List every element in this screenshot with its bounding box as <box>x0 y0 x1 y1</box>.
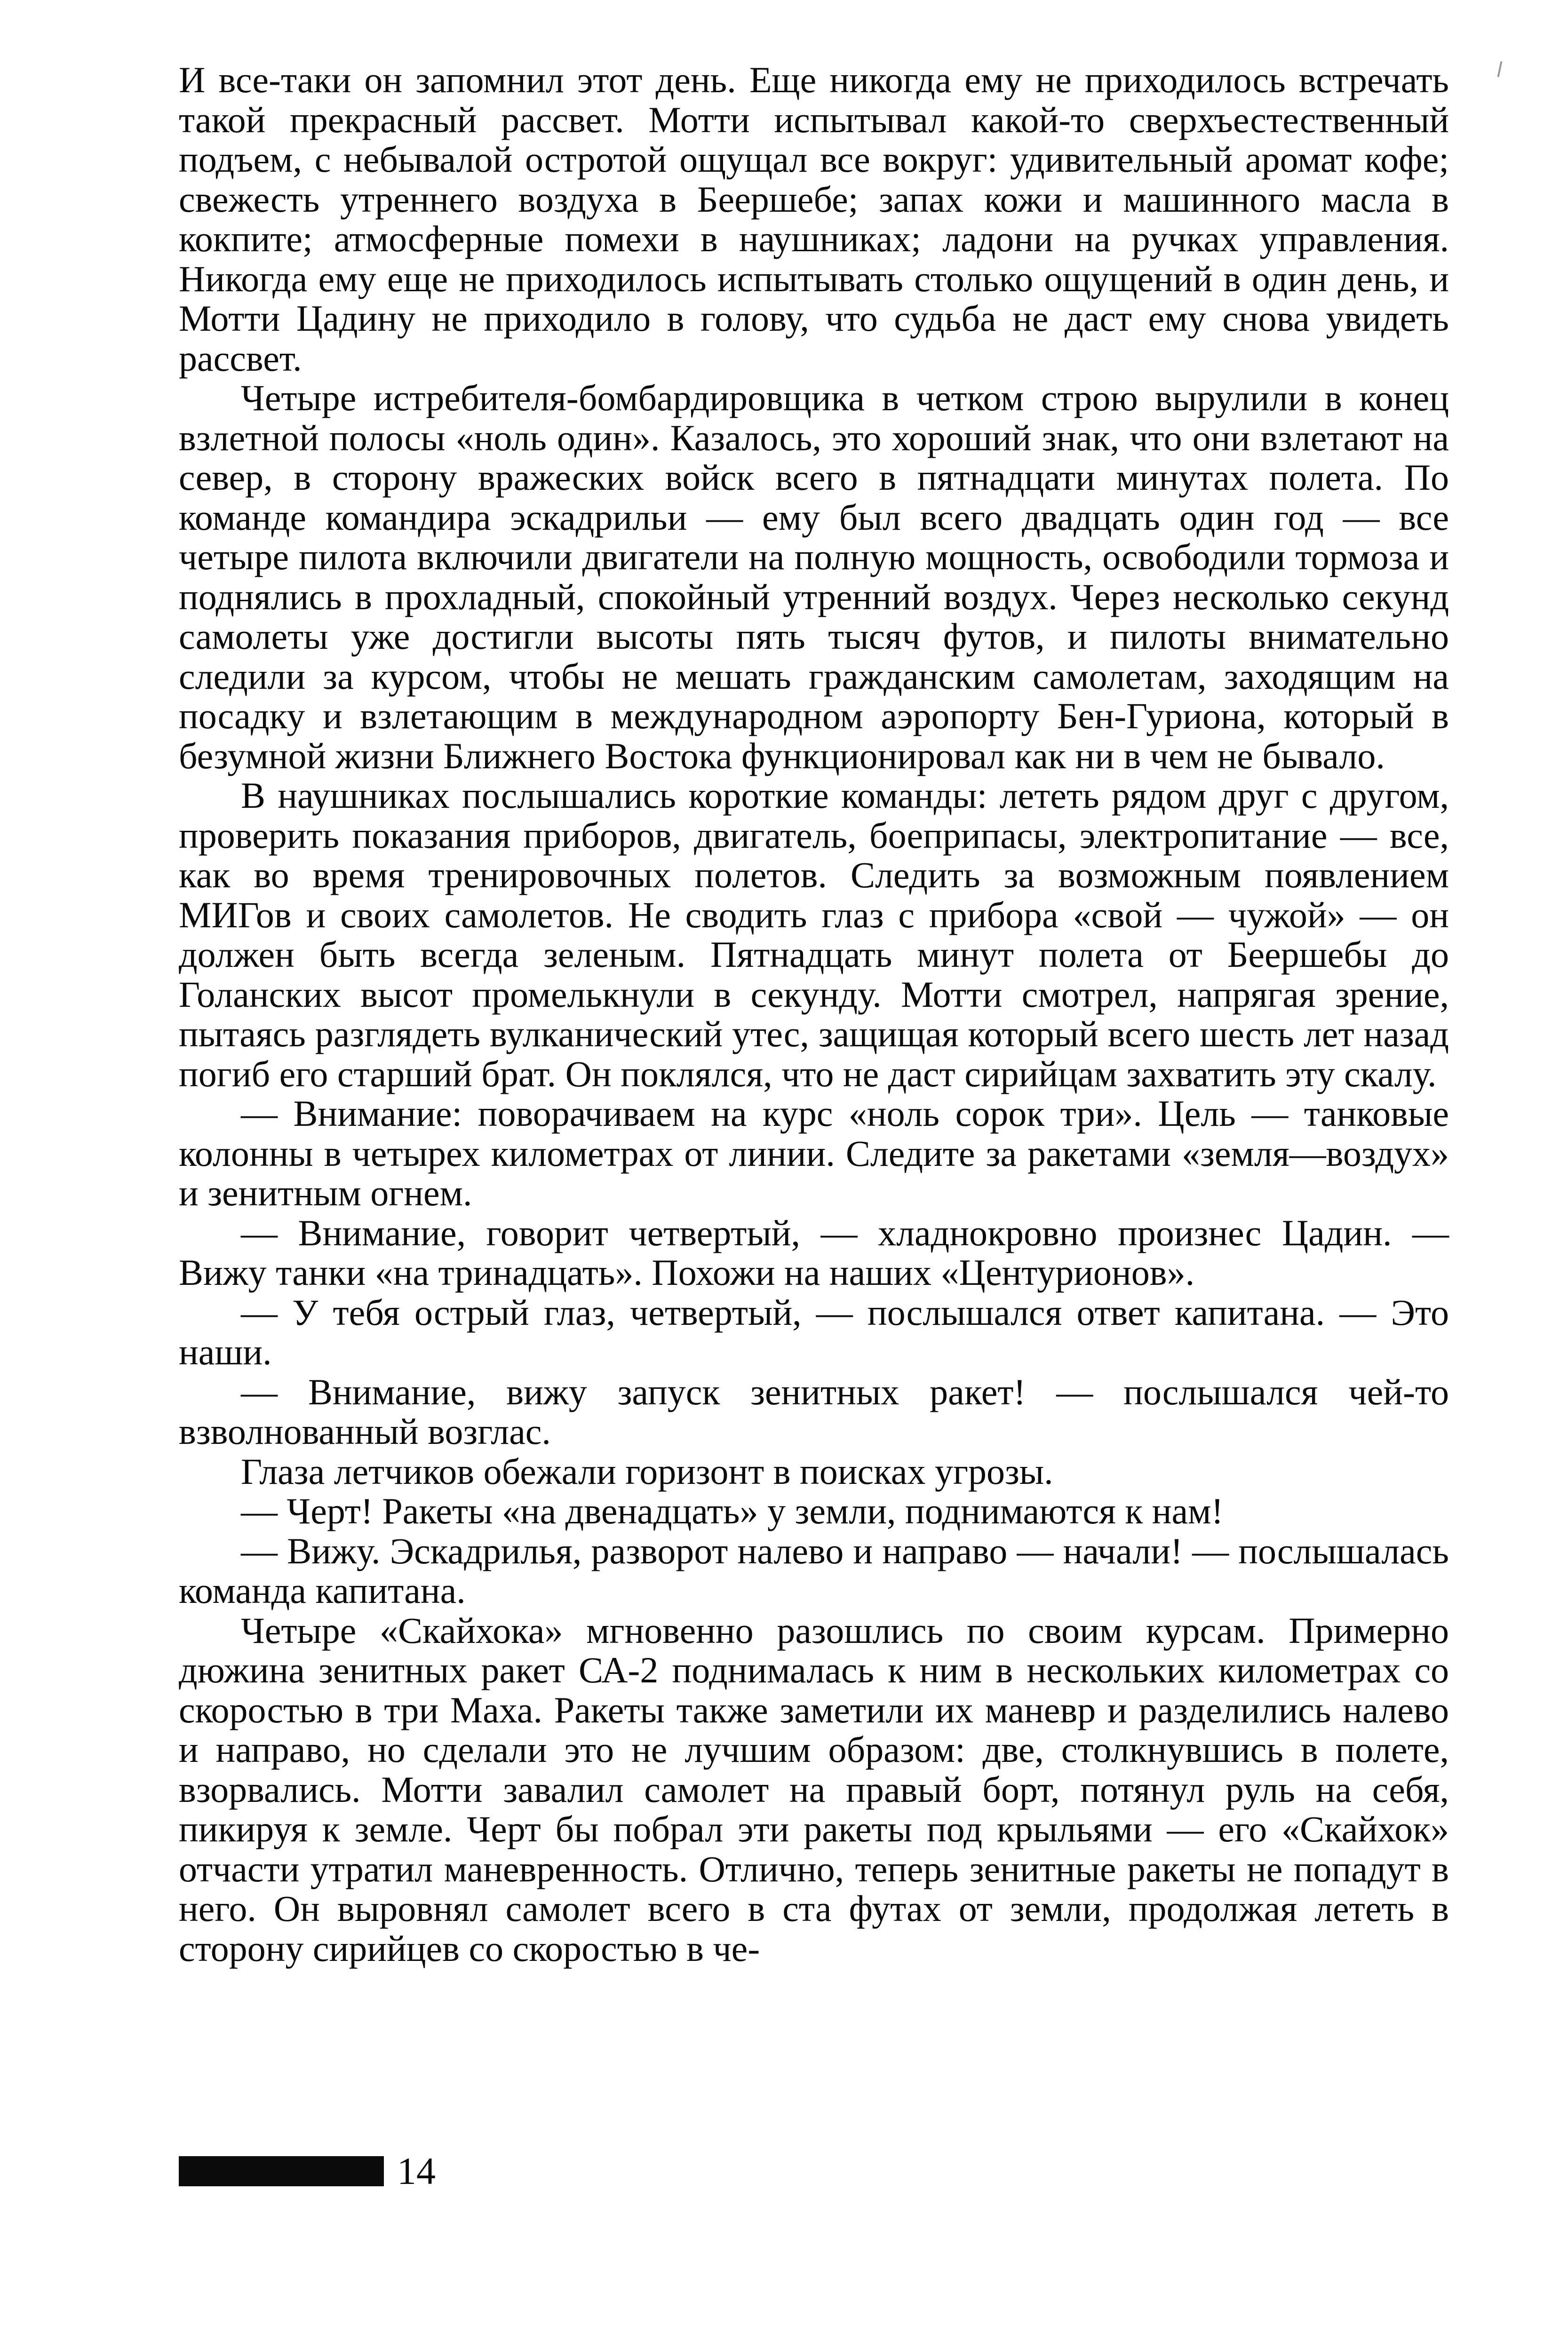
paragraph-3: В наушниках послышались короткие команды: лететь рядом друг с другом, проверить показания приборов, двигатель, боеприпасы, электропитание — все, как во время тренировочных полетов. Следить за возможным появлением МИГов и своих самолетов. Не сводить глаз с прибора «свой — чужой» — он должен быть всегда зеленым. Пятнадцать минут полета от Беершебы до Голанских высот промелькнули в секунду. Мотти смотрел, напрягая зрение, пытаясь разглядеть вулканический утес, защищая который всего шесть лет назад погиб его старший брат. Он поклялся, что не даст сирийцам захватить эту скалу. <box>179 775 1449 1094</box>
paragraph-7: — Внимание, вижу запуск зенитных ракет! — послышался чей-то взволнованный возглас. <box>179 1371 1449 1452</box>
footer-black-bar <box>179 2156 384 2186</box>
paragraph-6: — У тебя острый глаз, четвертый, — послышался ответ капитана. — Это наши. <box>179 1291 1449 1372</box>
body-text <box>179 60 1449 1968</box>
paragraph-4: — Внимание: поворачиваем на курс «ноль сорок три». Цель — танковые колонны в четырех километрах от линии. Следите за ракетами «земля—воздух» и зенитным огнем. <box>179 1093 1449 1213</box>
page-footer <box>179 2145 436 2197</box>
page-number: 14 <box>397 2150 436 2192</box>
margin-pencil-mark <box>1497 61 1503 77</box>
paragraph-10: — Вижу. Эскадрилья, разворот налево и направо — начали! — послышалась команда капитана. <box>179 1530 1449 1611</box>
paragraph-9: — Черт! Ракеты «на двенадцать» у земли, поднимаются к нам! <box>241 1490 1224 1531</box>
paragraph-5: — Внимание, говорит четвертый, — хладнокровно произнес Цадин. — Вижу танки «на тринадцать». Похожи на наших «Центурионов». <box>179 1212 1449 1293</box>
paragraph-11: Четыре «Скайхока» мгновенно разошлись по своим курсам. Примерно дюжина зенитных ракет СА-2 поднималась к ним в нескольких километрах со скоростью в три Маха. Ракеты также заметили их маневр и разделились налево и направо, но сделали это не лучшим образом: две, столкнувшись в полете, взорвались. Мотти завалил самолет на правый борт, потянул руль на себя, пикируя к земле. Черт бы побрал эти ракеты под крыльями — его «Скайхок» отчасти утратил маневренность. Отлично, теперь зенитные ракеты не попадут в него. Он выровнял самолет всего в ста футах от земли, продолжая лететь в сторону сирийцев со скоростью в че- <box>179 1609 1449 1969</box>
paragraph-2: Четыре истребителя-бомбардировщика в четком строю вырулили в конец взлетной полосы «ноль один». Казалось, это хороший знак, что они взлетают на север, в сторону вражеских войск всего в пятнадцати минутах полета. По команде командира эскадрильи — ему был всего двадцать один год — все четыре пилота включили двигатели на полную мощность, освободили тормоза и поднялись в прохладный, спокойный утренний воздух. Через несколько секунд самолеты уже достигли высоты пять тысяч футов, и пилоты внимательно следили за курсом, чтобы не мешать гражданским самолетам, заходящим на посадку и взлетающим в международном аэропорту Бен-Гуриона, который в безумной жизни Ближнего Востока функционировал как ни в чем не бывало. <box>179 377 1449 776</box>
paragraph-8: Глаза летчиков обежали горизонт в поисках угрозы. <box>241 1450 1053 1492</box>
paragraph-1: И все-таки он запомнил этот день. Еще никогда ему не приходилось встречать такой прекрасный рассвет. Мотти испытывал какой-то сверхъестественный подъем, с небывалой остротой ощущал все вокруг: удивительный аромат кофе; свежесть утреннего воздуха в Беершебе; запах кожи и машинного масла в кокпите; атмосферные помехи в наушниках; ладони на ручках управления. Никогда ему еще не приходилось испытывать столько ощущений в один день, и Мотти Цадину не приходило в голову, что судьба не даст ему снова увидеть рассвет. <box>179 59 1449 379</box>
